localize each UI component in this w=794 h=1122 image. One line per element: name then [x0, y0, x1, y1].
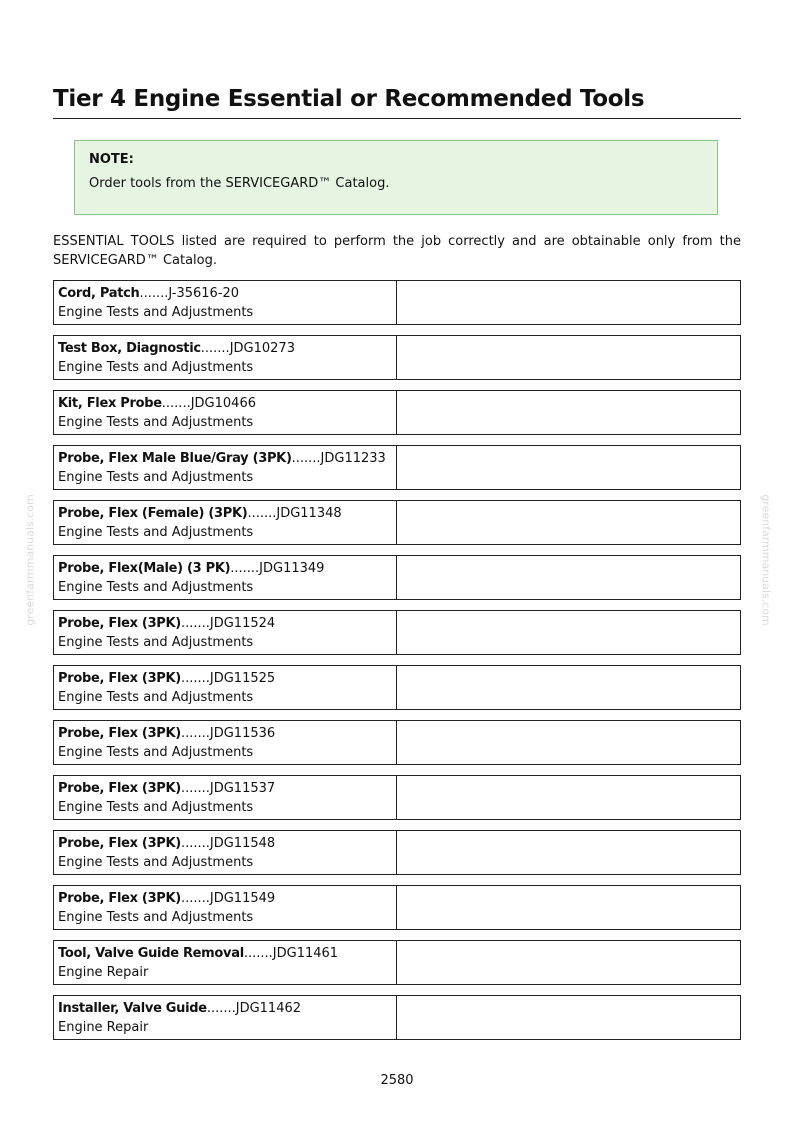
tool-row: [53, 500, 741, 545]
tool-title-line: [58, 560, 392, 579]
tool-title-line: [58, 505, 392, 524]
tool-info-cell: [54, 556, 397, 599]
tool-section: Engine Tests and Adjustments: [58, 414, 254, 430]
page-title: Tier 4 Engine Essential or Recommended Tools: [53, 86, 741, 119]
tool-empty-cell: [397, 446, 740, 489]
tool-name: Probe, Flex (3PK): [58, 891, 181, 906]
tool-empty-cell: [397, 501, 740, 544]
tool-title-line: [58, 670, 392, 689]
tool-info-cell: [54, 996, 397, 1039]
tool-title-line: [58, 780, 392, 799]
tool-section: Engine Tests and Adjustments: [58, 909, 254, 925]
tool-section: Engine Tests and Adjustments: [58, 634, 254, 650]
tool-section: Engine Tests and Adjustments: [58, 359, 254, 375]
tool-section: Engine Repair: [58, 964, 149, 980]
tool-title-line: [58, 945, 392, 964]
tool-section: Engine Tests and Adjustments: [58, 304, 254, 320]
tool-title-line: [58, 450, 392, 469]
tool-code: .......JDG11537: [180, 781, 276, 796]
tool-empty-cell: [397, 941, 740, 984]
tool-empty-cell: [397, 886, 740, 929]
tool-code: .......J-35616-20: [139, 286, 240, 301]
tool-info-cell: [54, 941, 397, 984]
tool-empty-cell: [397, 666, 740, 709]
tool-section: Engine Tests and Adjustments: [58, 854, 254, 870]
tool-title-line: [58, 340, 392, 359]
note-label: NOTE:: [89, 152, 134, 167]
tool-row: [53, 445, 741, 490]
tool-info-cell: [54, 611, 397, 654]
tool-name: Test Box, Diagnostic: [58, 341, 201, 356]
tool-name: Probe, Flex (3PK): [58, 616, 181, 631]
tool-row: [53, 280, 741, 325]
tool-info-cell: [54, 391, 397, 434]
tool-info-cell: [54, 831, 397, 874]
tool-name: Probe, Flex(Male) (3 PK): [58, 561, 231, 576]
tool-info-cell: [54, 336, 397, 379]
tool-title-line: [58, 835, 392, 854]
note-text: Order tools from the SERVICEGARD™ Catalog.: [89, 176, 390, 191]
tool-row: [53, 830, 741, 875]
tool-row: [53, 335, 741, 380]
intro-paragraph: ESSENTIAL TOOLS listed are required to perform the job correctly and are obtainable only from the SERVICEGARD™ Catalog.: [53, 234, 741, 268]
tool-info-cell: [54, 281, 397, 324]
tool-name: Kit, Flex Probe: [58, 396, 162, 411]
tool-name: Tool, Valve Guide Removal: [58, 946, 244, 961]
tool-name: Probe, Flex (3PK): [58, 726, 181, 741]
tool-name: Installer, Valve Guide: [58, 1001, 207, 1016]
tool-name: Probe, Flex Male Blue/Gray (3PK): [58, 451, 292, 466]
tool-section: Engine Tests and Adjustments: [58, 469, 254, 485]
tool-code: .......JDG11536: [180, 726, 276, 741]
tool-section: Engine Tests and Adjustments: [58, 524, 254, 540]
tool-code: .......JDG11524: [180, 616, 276, 631]
tool-row: [53, 390, 741, 435]
tool-code: .......JDG11548: [180, 836, 276, 851]
tool-section: Engine Repair: [58, 1019, 149, 1035]
tool-info-cell: [54, 666, 397, 709]
tool-empty-cell: [397, 721, 740, 764]
tool-row: [53, 775, 741, 820]
tool-info-cell: [54, 446, 397, 489]
tool-code: .......JDG10273: [200, 341, 295, 356]
tool-code: .......JDG11525: [180, 671, 276, 686]
tool-row: [53, 555, 741, 600]
tool-info-cell: [54, 501, 397, 544]
tool-row: [53, 720, 741, 765]
tool-empty-cell: [397, 281, 740, 324]
tool-name: Probe, Flex (Female) (3PK): [58, 506, 248, 521]
tool-title-line: [58, 285, 392, 304]
tool-section: Engine Tests and Adjustments: [58, 744, 254, 760]
tool-empty-cell: [397, 831, 740, 874]
tool-info-cell: [54, 776, 397, 819]
tool-code: .......JDG11549: [180, 891, 276, 906]
tool-code: .......JDG11233: [291, 451, 386, 466]
tool-info-cell: [54, 721, 397, 764]
tool-row: [53, 665, 741, 710]
tool-row: [53, 995, 741, 1040]
tool-row: [53, 885, 741, 930]
tool-row: [53, 940, 741, 985]
tool-empty-cell: [397, 336, 740, 379]
page-number: 2580: [380, 1073, 414, 1088]
tool-title-line: [58, 725, 392, 744]
tool-empty-cell: [397, 611, 740, 654]
tool-section: Engine Tests and Adjustments: [58, 579, 254, 595]
tool-code: .......JDG10466: [161, 396, 256, 411]
tool-name: Cord, Patch: [58, 286, 140, 301]
tool-row: [53, 610, 741, 655]
tool-section: Engine Tests and Adjustments: [58, 689, 254, 705]
tool-title-line: [58, 1000, 392, 1019]
watermark-right: greenfarmmanuals.com: [759, 494, 773, 626]
tool-empty-cell: [397, 776, 740, 819]
tool-title-line: [58, 395, 392, 414]
note-box: [74, 140, 718, 215]
tool-empty-cell: [397, 996, 740, 1039]
tool-info-cell: [54, 886, 397, 929]
tool-name: Probe, Flex (3PK): [58, 781, 181, 796]
tool-empty-cell: [397, 391, 740, 434]
tool-section: Engine Tests and Adjustments: [58, 799, 254, 815]
watermark-left: greenfarmmanuals.com: [23, 494, 37, 626]
tool-code: .......JDG11349: [230, 561, 325, 576]
tool-name: Probe, Flex (3PK): [58, 671, 181, 686]
tool-title-line: [58, 890, 392, 909]
tool-title-line: [58, 615, 392, 634]
tool-code: .......JDG11348: [247, 506, 342, 521]
tool-name: Probe, Flex (3PK): [58, 836, 181, 851]
tool-code: .......JDG11461: [243, 946, 339, 961]
tool-empty-cell: [397, 556, 740, 599]
tool-code: .......JDG11462: [206, 1001, 302, 1016]
tools-list: [53, 280, 741, 1050]
